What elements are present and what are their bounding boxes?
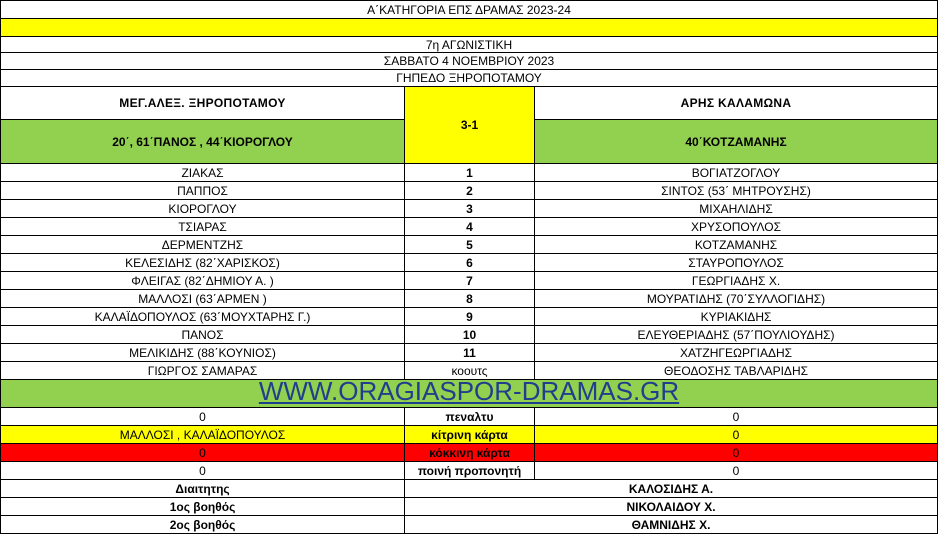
official-name: ΘΑΜΝΙΔΗΣ Χ. — [405, 516, 938, 534]
away-scorers: 40΄ΚΟΤΖΑΜΑΝΗΣ — [535, 120, 938, 164]
home-player: ΜΑΛΛΟΣΙ (63΄ΑΡΜΕΝ ) — [1, 290, 405, 308]
home-player: ΠΑΝΟΣ — [1, 326, 405, 344]
shirt-number: 9 — [405, 308, 535, 326]
away-player: ΣΤΑΥΡΟΠΟΥΛΟΣ — [535, 254, 938, 272]
shirt-number: 7 — [405, 272, 535, 290]
home-player: ΠΑΠΠΟΣ — [1, 182, 405, 200]
website-link[interactable] — [1, 380, 938, 408]
away-team-name: ΑΡΗΣ ΚΑΛΑΜΩΝΑ — [535, 87, 938, 120]
home-player: ΦΛΕΙΓΑΣ (82΄ΔΗΜΙΟΥ Α. ) — [1, 272, 405, 290]
table-row — [1, 344, 938, 362]
shirt-number: 8 — [405, 290, 535, 308]
shirt-number: 6 — [405, 254, 535, 272]
home-team-name: ΜΕΓ.ΑΛΕΞ. ΞΗΡΟΠΟΤΑΜΟΥ — [1, 87, 405, 120]
away-penalty: 0 — [535, 408, 938, 426]
away-player: ΒΟΓΙΑΤΖΟΓΛΟΥ — [535, 164, 938, 182]
away-player: ΧΡΥΣΟΠΟΥΛΟΣ — [535, 218, 938, 236]
away-player: ΜΟΥΡΑΤΙΔΗΣ (70΄ΣΥΛΛΟΓΙΔΗΣ) — [535, 290, 938, 308]
penalty-row — [1, 408, 938, 426]
home-penalty: 0 — [1, 408, 405, 426]
table-row — [1, 362, 938, 380]
shirt-number: 10 — [405, 326, 535, 344]
home-player: ΤΣΙΑΡΑΣ — [1, 218, 405, 236]
website-link-text[interactable]: WWW.ORAGIASPOR-DRAMAS.GR — [258, 379, 680, 406]
yellow-card-label: κίτρινη κάρτα — [405, 426, 535, 444]
home-player: ΔΕΡΜΕΝΤΖΗΣ — [1, 236, 405, 254]
shirt-number: 4 — [405, 218, 535, 236]
home-red-cards: 0 — [1, 444, 405, 462]
home-player: ΚΑΛΑΪΔΟΠΟΥΛΟΣ (63΄ΜΟΥΧΤΑΡΗΣ Γ.) — [1, 308, 405, 326]
home-player: ΚΙΟΡΟΓΛΟΥ — [1, 200, 405, 218]
away-coach-fine: 0 — [535, 462, 938, 480]
away-yellow-cards: 0 — [535, 426, 938, 444]
table-row — [1, 326, 938, 344]
red-card-row — [1, 444, 938, 462]
table-row — [1, 272, 938, 290]
shirt-number: 11 — [405, 344, 535, 362]
shirt-number: 3 — [405, 200, 535, 218]
home-coach: ΓΙΩΡΓΟΣ ΣΑΜΑΡΑΣ — [1, 362, 405, 380]
table-row — [1, 254, 938, 272]
final-score: 3-1 — [405, 87, 535, 164]
yellow-bar — [1, 19, 938, 37]
official-role: Διαιτητης — [1, 480, 405, 498]
match-date: ΣΑΒΒΑΤΟ 4 ΝΟΕΜΒΡΙΟΥ 2023 — [1, 53, 938, 70]
shirt-number: 5 — [405, 236, 535, 254]
coach-fine-label: ποινή προπονητή — [405, 462, 535, 480]
official-row — [1, 516, 938, 534]
table-row — [1, 236, 938, 254]
red-card-label: κόκκινη κάρτα — [405, 444, 535, 462]
away-player: ΓΕΩΡΓΙΑΔΗΣ Χ. — [535, 272, 938, 290]
away-player: ΚΥΡΙΑΚΙΔΗΣ — [535, 308, 938, 326]
away-red-cards: 0 — [535, 444, 938, 462]
table-row — [1, 164, 938, 182]
table-row — [1, 290, 938, 308]
table-row — [1, 182, 938, 200]
home-coach-fine: 0 — [1, 462, 405, 480]
official-role: 1ος βοηθός — [1, 498, 405, 516]
competition-title: Α΄ΚΑΤΗΓΟΡΙΑ ΕΠΣ ΔΡΑΜΑΣ 2023-24 — [1, 1, 938, 19]
shirt-number: 1 — [405, 164, 535, 182]
home-player: ΖΙΑΚΑΣ — [1, 164, 405, 182]
matchday: 7η ΑΓΩΝΙΣΤΙΚΗ — [1, 37, 938, 53]
away-player: ΣΙΝΤΟΣ (53΄ ΜΗΤΡΟΥΣΗΣ) — [535, 182, 938, 200]
home-yellow-cards: ΜΑΛΛΟΣΙ , ΚΑΛΑΪΔΟΠΟΥΛΟΣ — [1, 426, 405, 444]
away-player: ΧΑΤΖΗΓΕΩΡΓΙΑΔΗΣ — [535, 344, 938, 362]
home-player: ΜΕΛΙΚΙΔΗΣ (88΄ΚΟΥΝΙΟΣ) — [1, 344, 405, 362]
official-row — [1, 480, 938, 498]
away-coach: ΘΕΟΔΟΣΗΣ ΤΑΒΛΑΡΙΔΗΣ — [535, 362, 938, 380]
official-name: ΝΙΚΟΛΑΙΔΟΥ Χ. — [405, 498, 938, 516]
yellow-card-row — [1, 426, 938, 444]
official-row — [1, 498, 938, 516]
home-player: ΚΕΛΕΣΙΔΗΣ (82΄ΧΑΡΙΣΚΟΣ) — [1, 254, 405, 272]
home-scorers: 20΄, 61΄ΠΑΝΟΣ , 44΄ΚΙΟΡΟΓΛΟΥ — [1, 120, 405, 164]
venue: ΓΗΠΕΔΟ ΞΗΡΟΠΟΤΑΜΟΥ — [1, 70, 938, 87]
away-player: ΜΙΧΑΗΛΙΔΗΣ — [535, 200, 938, 218]
table-row — [1, 308, 938, 326]
official-name: ΚΑΛΟΣΙΔΗΣ Α. — [405, 480, 938, 498]
penalty-label: πεναλτυ — [405, 408, 535, 426]
official-role: 2ος βοηθός — [1, 516, 405, 534]
table-row — [1, 218, 938, 236]
table-row — [1, 200, 938, 218]
shirt-number: 2 — [405, 182, 535, 200]
coach-fine-row — [1, 462, 938, 480]
away-player: ΚΟΤΖΑΜΑΝΗΣ — [535, 236, 938, 254]
away-player: ΕΛΕΥΘΕΡΙΑΔΗΣ (57΄ΠΟΥΛΙΟΥΔΗΣ) — [535, 326, 938, 344]
coach-label: κοουτς — [405, 362, 535, 380]
